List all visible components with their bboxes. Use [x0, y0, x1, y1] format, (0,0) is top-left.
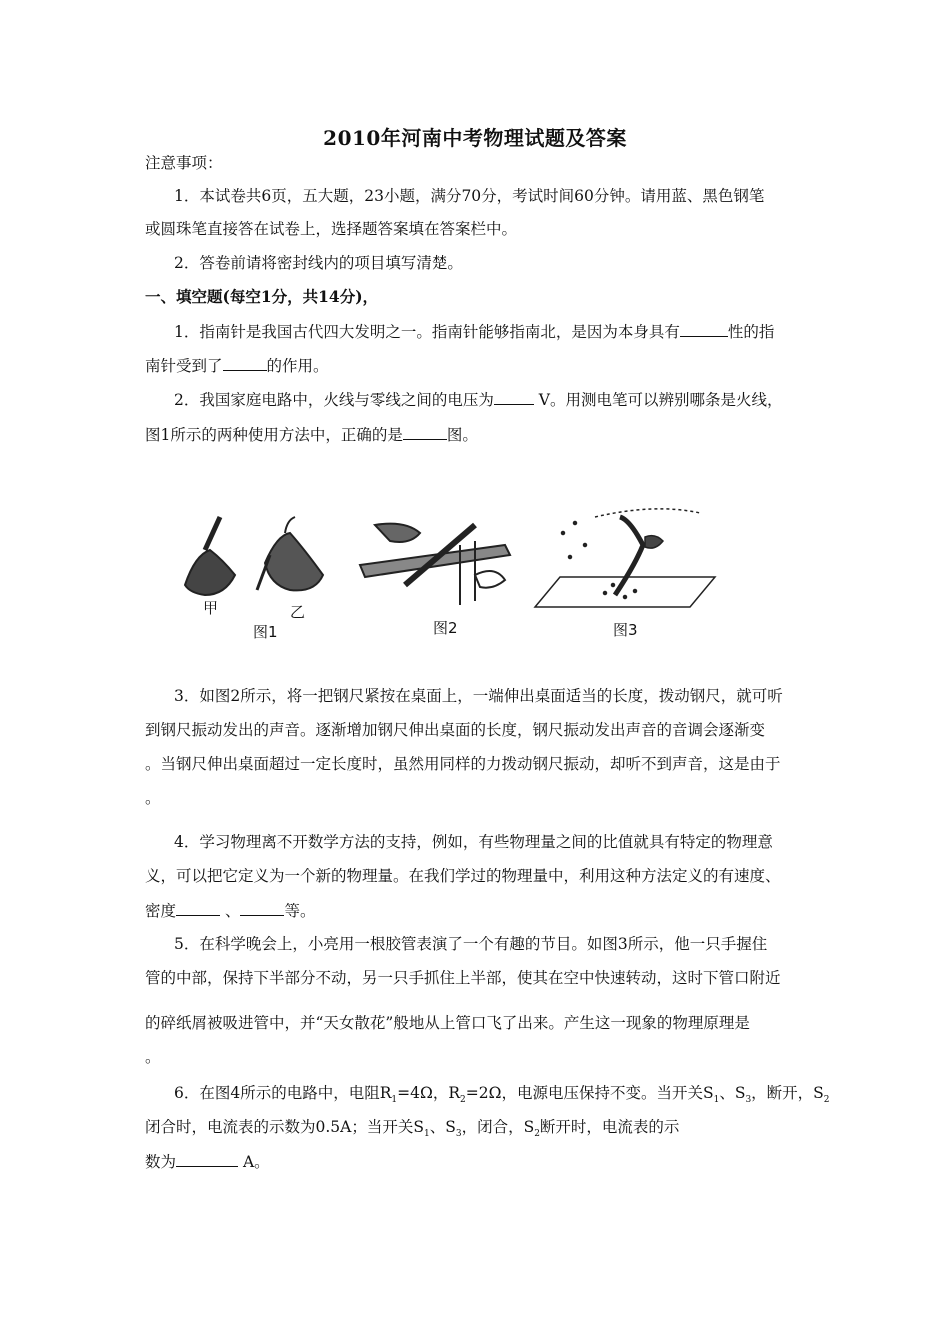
- figure-1-jia-label: 甲: [203, 599, 219, 617]
- answer-blank[interactable]: [240, 900, 284, 916]
- q6-sub: 1: [423, 1129, 430, 1140]
- q2-text-a: 2．我国家庭电路中，火线与零线之间的电压为: [174, 391, 494, 409]
- figure-1-caption: 图1: [253, 623, 278, 641]
- question-3-line-2: 到钢尺振动发出的声音。逐渐增加钢尺伸出桌面的长度，钢尺振动发出声音的音调会逐渐变: [145, 721, 766, 739]
- q6-text: =4Ω，R: [397, 1084, 461, 1102]
- q1-text-c: 南针受到了: [145, 357, 223, 375]
- answer-blank[interactable]: [223, 355, 267, 371]
- figure-3-caption: 图3: [613, 621, 638, 639]
- q4-text-a: 密度: [145, 902, 177, 920]
- answer-blank[interactable]: [176, 1151, 238, 1167]
- figure-2-caption: 图2: [433, 619, 458, 637]
- q1-text-b: 性的指: [727, 323, 775, 341]
- q2-text-d: 图。: [446, 426, 478, 444]
- question-5-line-3: 的碎纸屑被吸进管中，并“天女散花”般地从上管口飞了出来。产生这一现象的物理原理是: [145, 1014, 750, 1032]
- question-5-line-2: 管的中部，保持下半部分不动，另一只手抓住上半部，使其在空中快速转动，这时下管口附近: [145, 969, 781, 987]
- q6-text: 数为: [145, 1153, 177, 1171]
- question-3-line-4: 。: [145, 789, 161, 807]
- question-2-line-2: [145, 424, 810, 445]
- q6-text: 、S: [719, 1084, 746, 1102]
- q6-text: ，闭合，S: [461, 1118, 535, 1136]
- question-4-line-1: 4．学习物理离不开数学方法的支持，例如，有些物理量之间的比值就具有特定的物理意: [174, 833, 773, 851]
- q2-text-b: V。用测电笔可以辨别哪条是火线，: [533, 391, 783, 409]
- q4-text-c: 等。: [284, 902, 316, 920]
- answer-blank[interactable]: [680, 321, 728, 337]
- question-3-line-1: 3．如图2所示，将一把钢尺紧按在桌面上，一端伸出桌面适当的长度，拨动钢尺，就可听: [174, 687, 783, 705]
- question-2-line-1: [174, 389, 810, 410]
- answer-blank[interactable]: [494, 389, 534, 405]
- question-6-line-3: [145, 1151, 810, 1172]
- section-heading: 一、填空题(每空1分，共14分)，: [145, 287, 379, 306]
- figure-3-illustration: [535, 509, 715, 607]
- q6-text: =2Ω，电源电压保持不变。当开关S: [465, 1084, 714, 1102]
- notice-item-1-cont: 或圆珠笔直接答在试卷上，选择题答案填在答案栏中。: [145, 220, 518, 238]
- q1-text-d: 的作用。: [266, 357, 329, 375]
- q6-text: 闭合时，电流表的示数为0.5A；当开关S: [145, 1118, 424, 1136]
- q6-text: 、S: [429, 1118, 456, 1136]
- question-1-line-1: [174, 321, 810, 342]
- q6-sub: 2: [460, 1095, 466, 1106]
- question-5-line-4: 。: [145, 1048, 161, 1066]
- q6-text: ，断开，S: [751, 1084, 824, 1102]
- q6-sub: 3: [455, 1129, 462, 1140]
- q6-text: A。: [238, 1153, 270, 1171]
- question-4-line-3: [145, 900, 810, 921]
- notice-heading: 注意事项：: [145, 154, 223, 172]
- question-6-line-1: [174, 1083, 830, 1106]
- q6-text: 6．在图4所示的电路中，电阻R: [174, 1084, 392, 1102]
- figure-1-yi-label: 乙: [290, 603, 306, 621]
- notice-item-2: 2．答卷前请将密封线内的项目填写清楚。: [174, 254, 463, 272]
- answer-blank[interactable]: [176, 900, 220, 916]
- figures-1-3: [175, 505, 735, 655]
- figure-1-illustration: [185, 517, 323, 595]
- q6-sub: 1: [391, 1095, 398, 1106]
- answer-blank[interactable]: [403, 424, 447, 440]
- q2-text-c: 图1所示的两种使用方法中，正确的是: [145, 426, 403, 444]
- q6-text: 断开时，电流表的示: [539, 1118, 680, 1136]
- figure-2-illustration: [360, 524, 510, 605]
- q6-sub: 1: [713, 1095, 720, 1106]
- question-4-line-2: 义，可以把它定义为一个新的物理量。在我们学过的物理量中，利用这种方法定义的有速度、: [145, 867, 781, 885]
- question-3-line-3: 。当钢尺伸出桌面超过一定长度时，虽然用同样的力拨动钢尺振动，却听不到声音，这是由于: [145, 755, 781, 773]
- question-5-line-1: 5．在科学晚会上，小亮用一根胶管表演了一个有趣的节目。如图3所示，他一只手握住: [174, 935, 768, 953]
- question-1-line-2: [145, 355, 810, 376]
- question-6-line-2: [145, 1117, 810, 1140]
- q6-sub: 2: [534, 1129, 540, 1140]
- page-title: 2010年河南中考物理试题及答案: [323, 126, 627, 150]
- q6-sub: 3: [745, 1095, 752, 1106]
- q4-text-b: 、: [220, 902, 241, 920]
- notice-item-1: 1．本试卷共6页，五大题，23小题，满分70分，考试时间60分钟。请用蓝、黑色钢笔: [174, 187, 765, 205]
- q6-sub: 2: [823, 1095, 830, 1106]
- q1-text-a: 1．指南针是我国古代四大发明之一。指南针能够指南北，是因为本身具有: [174, 323, 680, 341]
